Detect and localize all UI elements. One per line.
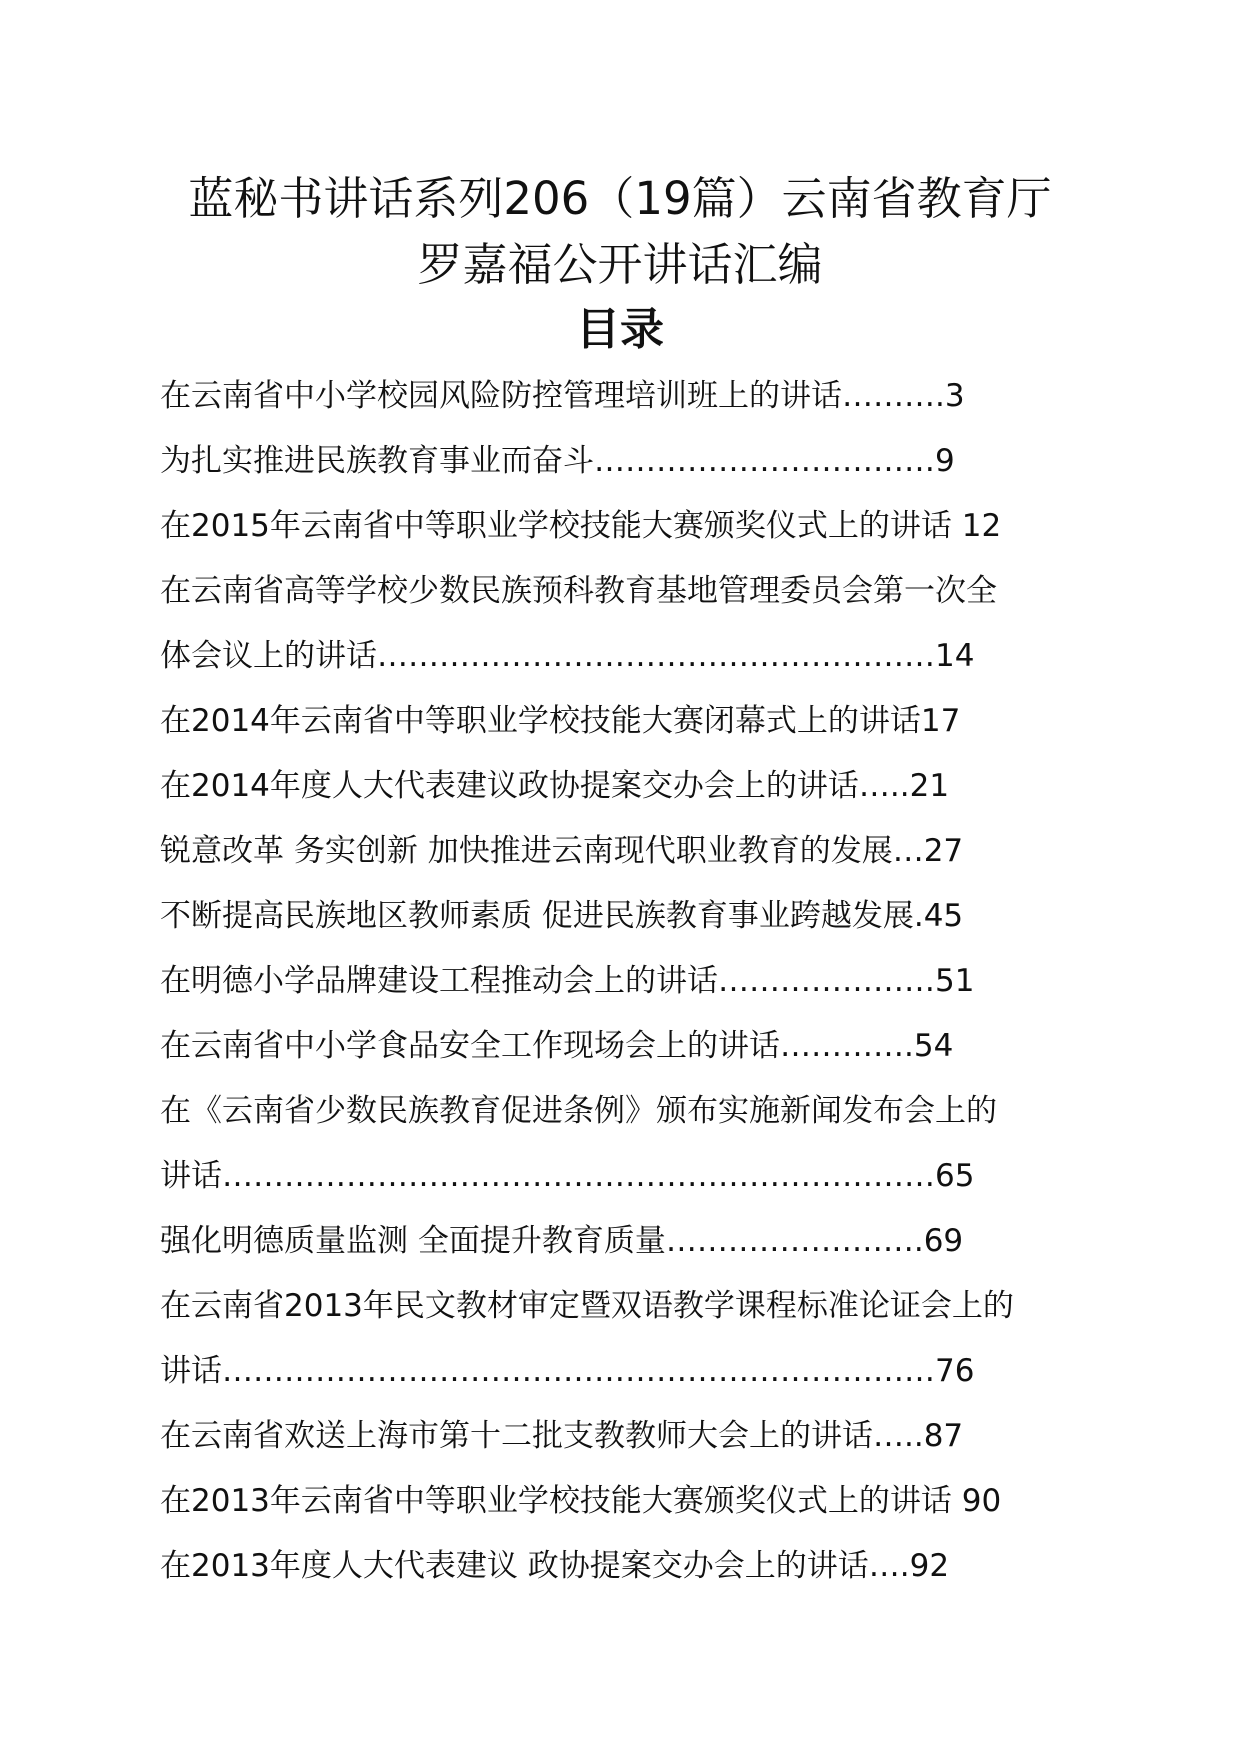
toc-line: 讲话……………………………………………………………65 xyxy=(160,1158,975,1194)
toc-line: 在《云南省少数民族教育促进条例》颁布实施新闻发布会上的 xyxy=(160,1093,997,1129)
toc-line: 在2013年云南省中等职业学校技能大赛颁奖仪式上的讲话 90 xyxy=(160,1483,1002,1519)
toc-line: 在云南省中小学食品安全工作现场会上的讲话………….54 xyxy=(160,1028,954,1064)
toc-line: 在明德小学品牌建设工程推动会上的讲话…………………51 xyxy=(160,963,975,999)
document-title-line-1: 蓝秘书讲话系列206（19篇）云南省教育厅 xyxy=(188,172,1052,225)
toc-line: 在2014年度人大代表建议政协提案交办会上的讲话…..21 xyxy=(160,768,950,804)
toc-line: 在2014年云南省中等职业学校技能大赛闭幕式上的讲话17 xyxy=(160,703,961,739)
table-of-contents xyxy=(160,364,1090,1599)
toc-line: 在2013年度人大代表建议 政协提案交办会上的讲话….92 xyxy=(160,1548,950,1584)
toc-line: 讲话……………………………………………………………76 xyxy=(160,1353,975,1389)
document-title xyxy=(0,166,1240,298)
toc-line: 在云南省欢送上海市第十二批支教教师大会上的讲话…..87 xyxy=(160,1418,964,1454)
toc-line: 体会议上的讲话………………………………………………14 xyxy=(160,638,975,674)
toc-line: 在云南省2013年民文教材审定暨双语教学课程标准论证会上的 xyxy=(160,1288,1014,1324)
toc-line: 不断提高民族地区教师素质 促进民族教育事业跨越发展.45 xyxy=(160,898,964,934)
toc-line: 锐意改革 务实创新 加快推进云南现代职业教育的发展…27 xyxy=(160,833,964,869)
toc-line: 在云南省中小学校园风险防控管理培训班上的讲话……….3 xyxy=(160,378,965,414)
toc-line: 在2015年云南省中等职业学校技能大赛颁奖仪式上的讲话 12 xyxy=(160,508,1002,544)
toc-heading: 目录 xyxy=(576,304,664,355)
document-title-line-2: 罗嘉福公开讲话汇编 xyxy=(417,238,823,291)
toc-line: 强化明德质量监测 全面提升教育质量…………………….69 xyxy=(160,1223,964,1259)
toc-line: 在云南省高等学校少数民族预科教育基地管理委员会第一次全 xyxy=(160,573,997,609)
toc-line: 为扎实推进民族教育事业而奋斗……………………………9 xyxy=(160,443,955,479)
